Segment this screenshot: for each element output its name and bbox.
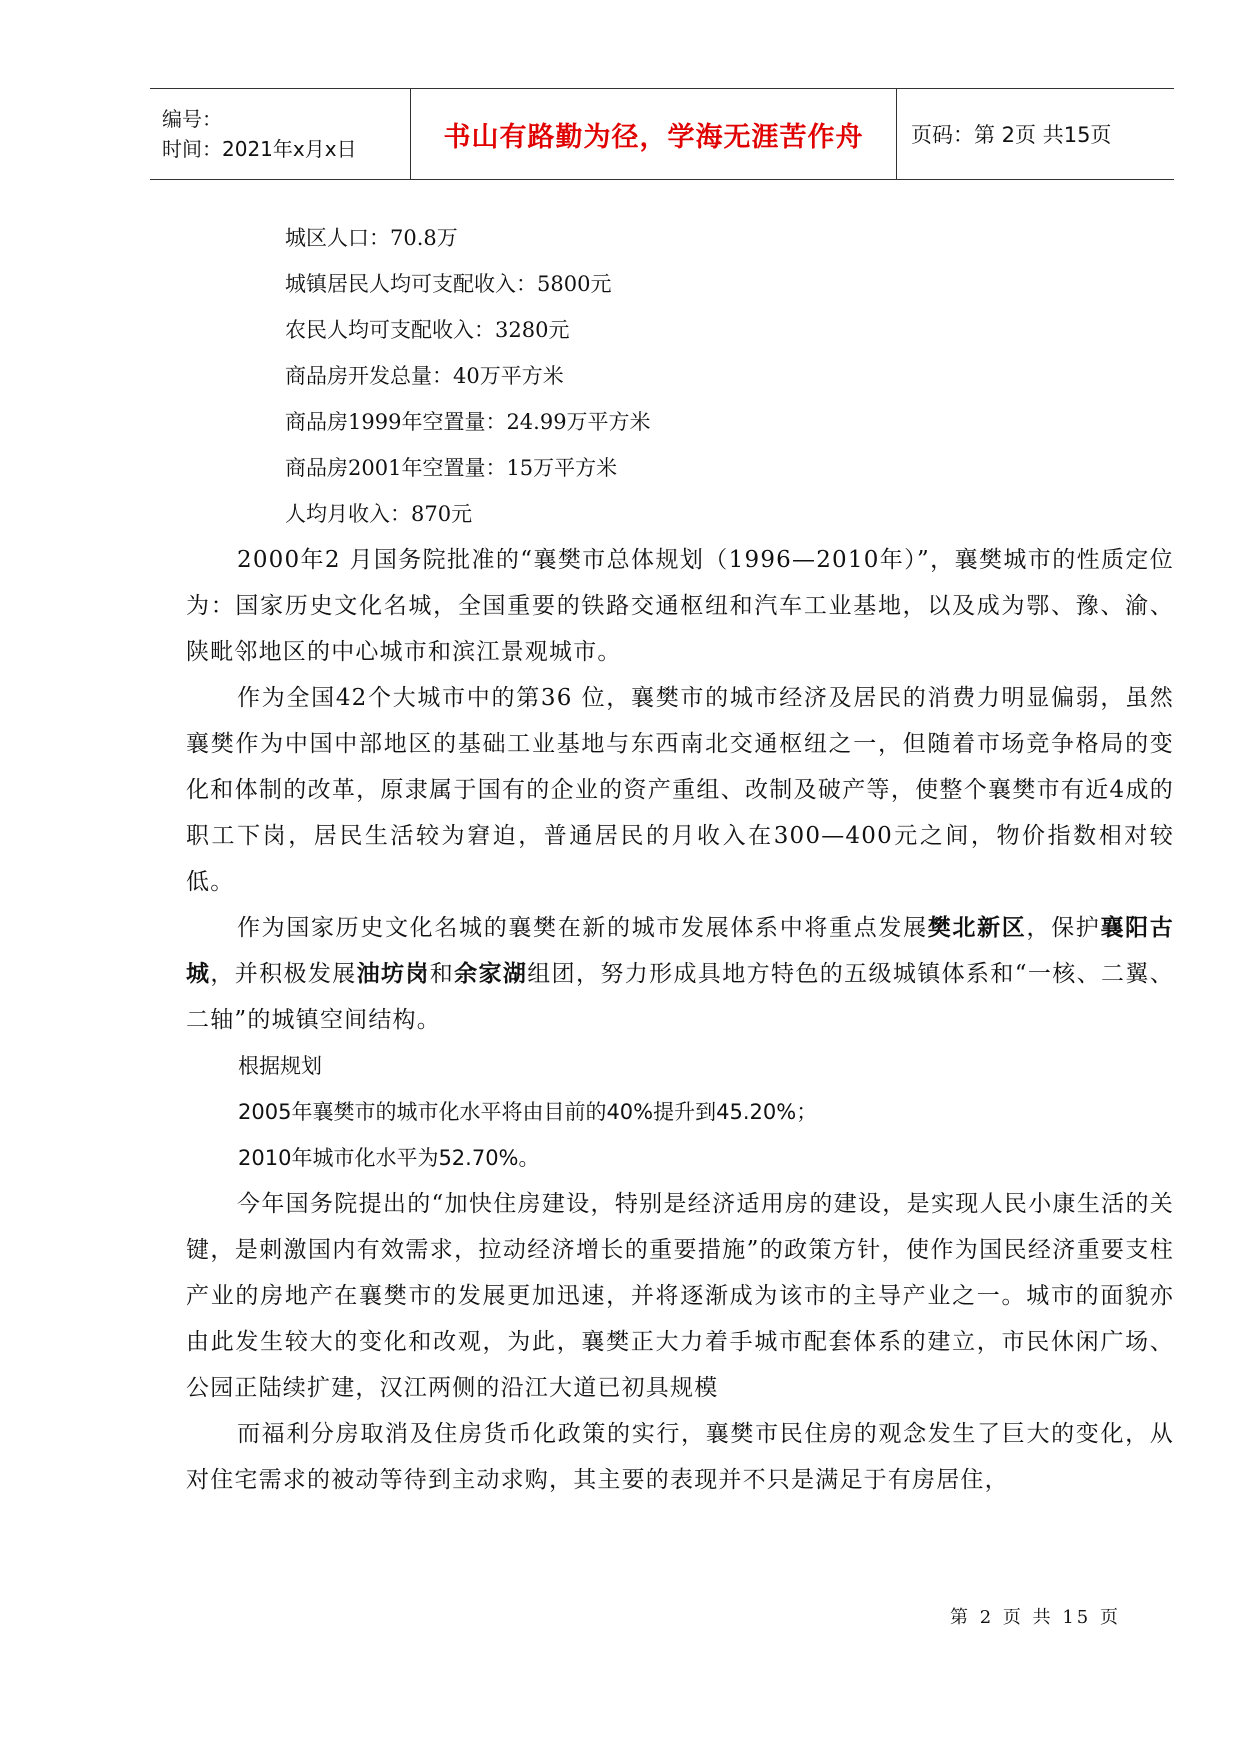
stat-urban-population: 城区人口：70.8万 [285,226,458,250]
paragraph-economy: 作为全国42个大城市中的第36 位，襄樊市的城市经济及居民的消费力明显偏弱，虽然襄樊作为中国中部地区的基础工业基地与东西南北交通枢纽之一，但随着市场竞争格局的变化和体制的改革，原隶属于国有的企业的资产重组、改制及破产等，使整个襄樊市有近4成的职工下岗，居民生活较为窘迫，普通居民的月收入在300—400元之间，物价指数相对较低。 [186,685,1174,895]
stat-urban-income: 城镇居民人均可支配收入：5800元 [285,272,612,296]
plan-heading: 根据规划 [238,1054,322,1078]
header-motto: 书山有路勤为径，学海无涯苦作舟 [411,89,897,179]
stat-monthly-income: 人均月收入：870元 [285,502,473,526]
highlight-youfanggang: 油坊岗 [356,961,430,987]
stat-housing-total: 商品房开发总量：40万平方米 [285,364,564,388]
header-meta [150,89,411,179]
plan-2010-target: 2010年城市化水平为52.70%。 [238,1146,540,1170]
stat-vacancy-2001: 商品房2001年空置量：15万平方米 [285,456,618,480]
highlight-yujiahu: 余家湖 [454,961,528,987]
paragraph-housing-reform: 而福利分房取消及住房货币化政策的实行，襄樊市民住房的观念发生了巨大的变化，从对住宅需求的被动等待到主动求购，其主要的表现并不只是满足于有房居住， [186,1421,1174,1493]
text-segment: ，保护 [1026,915,1101,941]
text-segment: 和 [429,961,455,987]
stat-vacancy-1999: 商品房1999年空置量：24.99万平方米 [285,410,651,434]
document-number-label: 编号： [162,107,222,131]
paragraph-development [186,905,1174,1043]
page-footer: 第 2 页 共 15 页 [950,1607,1121,1628]
document-date-label: 时间：2021年x月x日 [162,137,357,161]
text-segment: 组团，努力形成具地方特色的五级城镇体系和“一核、二翼、二轴”的城镇空间结构。 [186,961,1174,1033]
plan-2005-target: 2005年襄樊市的城市化水平将由目前的40%提升到45.20%； [238,1100,818,1124]
paragraph-housing-policy: 今年国务院提出的“加快住房建设，特别是经济适用房的建设，是实现人民小康生活的关键，是刺激国内有效需求，拉动经济增长的重要措施”的政策方针，使作为国民经济重要支柱产业的房地产在襄樊市的发展更加迅速，并将逐渐成为该市的主导产业之一。城市的面貌亦由此发生较大的变化和改观，为此，襄樊正大力着手城市配套体系的建立，市民休闲广场、公园正陆续扩建，汉江两侧的沿江大道已初具规模 [186,1191,1174,1401]
stat-farmer-income: 农民人均可支配收入：3280元 [285,318,570,342]
highlight-xiangyang-old-town: 襄阳古城 [186,915,1174,987]
paragraph-city-plan: 2000年2 月国务院批准的“襄樊市总体规划（1996—2010年）”，襄樊城市的性质定位为：国家历史文化名城，全国重要的铁路交通枢纽和汽车工业基地，以及成为鄂、豫、渝、陕毗邻地区的中心城市和滨江景观城市。 [186,547,1174,665]
text-segment: ，并积极发展 [210,961,357,987]
page-header [150,88,1174,180]
document-body [186,215,1174,1503]
highlight-fanbei-district: 樊北新区 [927,915,1027,941]
header-page-number: 页码：第 2页 共15页 [911,123,1112,147]
text-segment: 作为国家历史文化名城的襄樊在新的城市发展体系中将重点发展 [237,915,928,941]
